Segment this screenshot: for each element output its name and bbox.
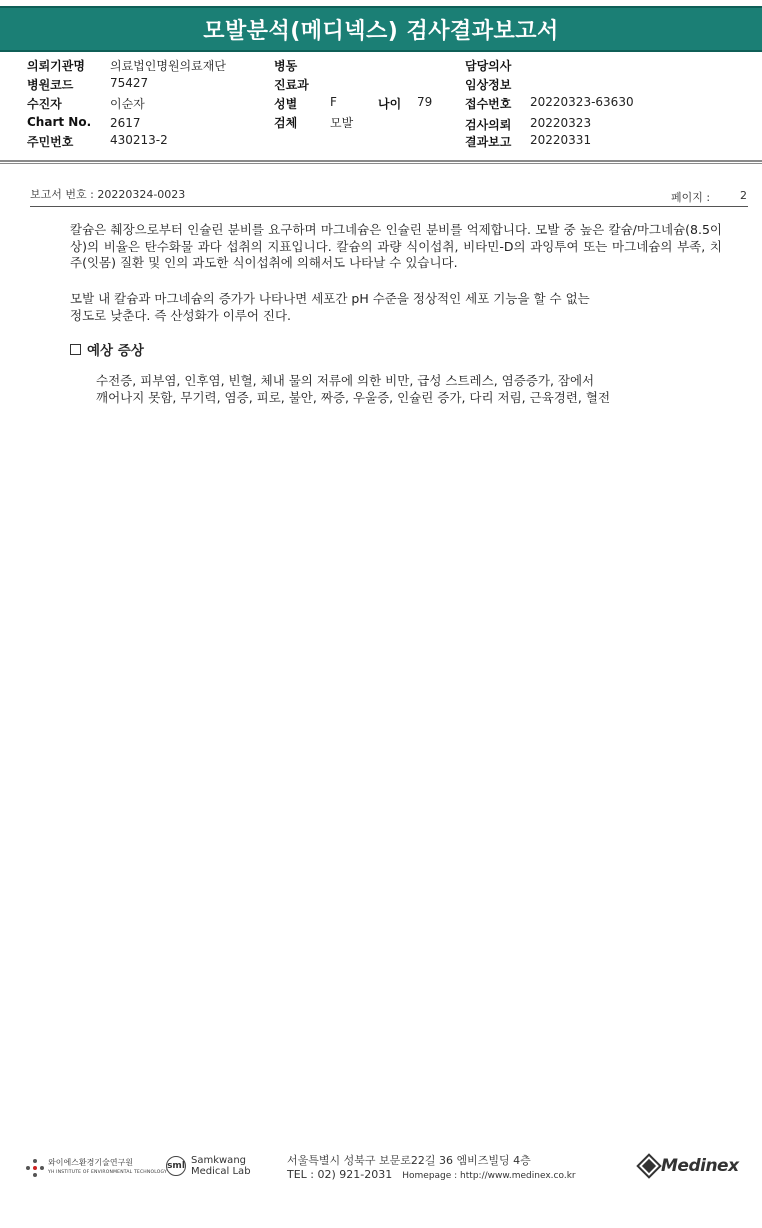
result-report-label: 결과보고 (465, 135, 512, 149)
examinee-value: 이순자 (110, 97, 145, 111)
sex-label: 성별 (274, 97, 298, 111)
specimen-value: 모발 (330, 116, 354, 130)
symptoms-section-label: 예상 증상 (87, 343, 144, 359)
ph-paragraph (70, 291, 722, 324)
medinex-logo (640, 1156, 739, 1176)
sml-name-line-1: Samkwang (191, 1155, 246, 1166)
ies-logo (26, 1158, 167, 1178)
contact-line (287, 1168, 576, 1181)
telephone: TEL : 02) 921-2031 (287, 1168, 393, 1181)
age-value: 79 (417, 95, 433, 109)
receipt-no-value: 20220323-63630 (530, 95, 634, 109)
page-number: 2 (740, 189, 747, 202)
hospital-code-label: 병원코드 (27, 78, 74, 92)
test-request-value: 20220323 (530, 116, 592, 130)
ies-logo-icon (26, 1159, 44, 1177)
resident-no-value: 430213-2 (110, 133, 168, 147)
clinical-info-label: 임상정보 (465, 78, 512, 92)
ph-paragraph-line-1: 모발 내 칼슘과 마그네슘의 증가가 나타나면 세포간 pH 수준을 정상적인 세포 기능을 할 수 없는 (70, 291, 590, 306)
age-label: 나이 (378, 97, 402, 111)
medinex-wordmark: Medinex (661, 1156, 739, 1176)
symptoms-list (96, 372, 696, 406)
department-label: 진료과 (274, 78, 309, 92)
patient-info-block (0, 55, 762, 155)
medinex-logo-icon (636, 1153, 661, 1178)
sml-name-line-2: Medical Lab (191, 1166, 251, 1177)
sml-logo-icon: sml (166, 1156, 186, 1176)
footer (0, 1148, 762, 1188)
resident-no-label: 주민번호 (27, 135, 74, 149)
checkbox-icon (70, 344, 81, 355)
report-divider (30, 206, 748, 207)
report-title: 모발분석(메디넥스) 검사결과보고서 (0, 6, 762, 52)
homepage-link[interactable]: Homepage : http://www.medinex.co.kr (402, 1171, 576, 1181)
test-request-label: 검사의뢰 (465, 118, 512, 132)
report-number: 보고서 번호 : 20220324-0023 (30, 188, 186, 201)
receipt-no-label: 접수번호 (465, 97, 512, 111)
address: 서울특별시 성북구 보문로22길 36 엠비즈빌딩 4층 (287, 1154, 531, 1167)
symptoms-section-title (70, 339, 144, 359)
ies-subname: YH INSTITUTE OF ENVIRONMENTAL TECHNOLOGY (48, 1170, 167, 1175)
institution-value: 의료법인명원의료재단 (110, 59, 226, 73)
doctor-label: 담당의사 (465, 59, 512, 73)
calcium-paragraph: 칼슘은 췌장으로부터 인슐린 분비를 요구하며 마그네슘은 인슐린 분비를 억제합니다. 모발 중 높은 칼슘/마그네슘(8.5이상)의 비율은 탄수화물 과다 섭취의 지표입니다. 칼슘의 과량 식이섭취, 비타민-D의 과잉투여 또는 마그네슘의 부족, 치주(잇몸) 질환 및 인의 과도한 식이섭취에 의해서도 나타날 수 있습니다. (70, 222, 722, 270)
symptoms-line-1: 수전증, 피부염, 인후염, 빈혈, 체내 물의 저류에 의한 비만, 급성 스트레스, 염증증가, 잠에서 (96, 373, 595, 388)
page-label: 페이지 : (671, 191, 711, 204)
symptoms-line-2: 깨어나지 못함, 무기력, 염증, 피로, 불안, 짜증, 우울증, 인슐린 증가, 다리 저림, 근육경련, 혈전 (96, 390, 611, 405)
chart-no-value: 2617 (110, 116, 141, 130)
ward-label: 병동 (274, 59, 298, 73)
sml-logo (166, 1155, 251, 1177)
institution-label: 의뢰기관명 (27, 59, 85, 73)
ies-name: 와이에스환경기술연구원 (48, 1158, 134, 1167)
ph-paragraph-line-2: 정도로 낮춘다. 즉 산성화가 이루어 진다. (70, 307, 292, 323)
examinee-label: 수진자 (27, 97, 62, 111)
specimen-label: 검체 (274, 116, 298, 130)
hospital-code-value: 75427 (110, 76, 149, 90)
result-report-value: 20220331 (530, 133, 592, 147)
sex-value: F (330, 95, 337, 109)
header-divider (0, 160, 762, 164)
chart-no-label: Chart No. (27, 115, 92, 129)
